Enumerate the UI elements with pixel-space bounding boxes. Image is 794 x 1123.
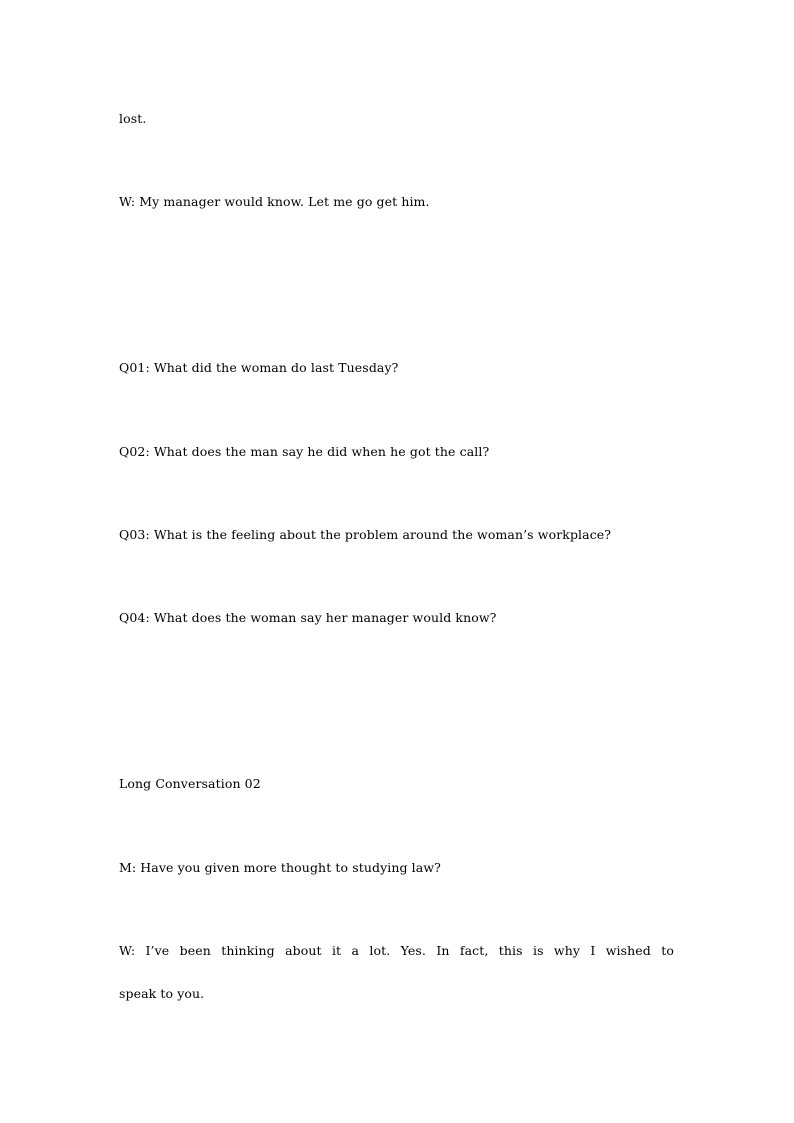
- text-line-woman-reply: W: I’ve been thinking about it a lot. Yes. In fact, this is why I wished to: [119, 943, 674, 958]
- section-heading: Long Conversation 02: [119, 776, 261, 791]
- text-line-woman-manager: W: My manager would know. Let me go get him.: [119, 194, 430, 209]
- question-q04: Q04: What does the woman say her manager would know?: [119, 610, 497, 625]
- text-line-man-law: M: Have you given more thought to studying law?: [119, 860, 441, 875]
- text-line-woman-reply-cont: speak to you.: [119, 986, 205, 1001]
- question-q03: Q03: What is the feeling about the problem around the woman’s workplace?: [119, 527, 612, 542]
- text-line-lost: lost.: [119, 111, 147, 126]
- question-q02: Q02: What does the man say he did when he got the call?: [119, 444, 490, 459]
- question-q01: Q01: What did the woman do last Tuesday?: [119, 360, 399, 375]
